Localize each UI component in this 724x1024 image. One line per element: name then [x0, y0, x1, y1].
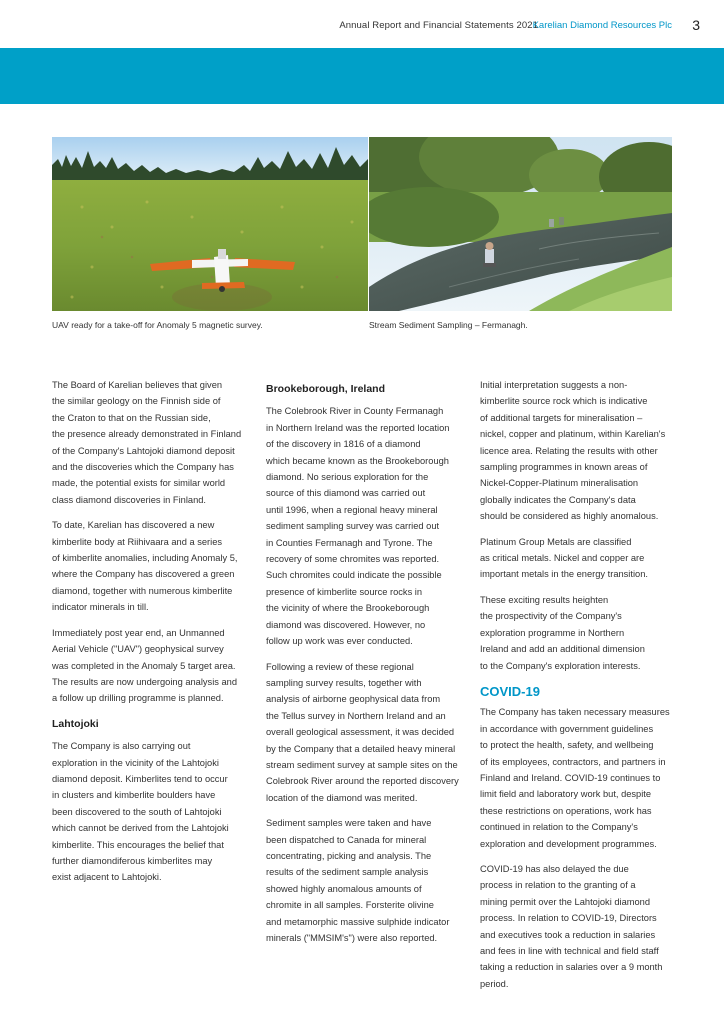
text-line: licence area. Relating the results with other [480, 445, 658, 456]
text-line: in accordance with government guidelines [480, 723, 654, 734]
text-line: Platinum Group Metals are classified [480, 536, 632, 547]
text-line: globally indicates the Company's data [480, 494, 636, 505]
paragraph [480, 861, 678, 992]
text-line: of additional targets for mineralisation – [480, 412, 643, 423]
text-line: the presence already demonstrated in Finland [52, 429, 242, 440]
text-line: sampling programmes in known areas of [480, 462, 648, 473]
page-number: 3 [692, 17, 700, 33]
text-line: exploration programme in Northern [480, 627, 625, 638]
text-line: which became known as the Brookeborough [266, 455, 449, 466]
text-line: analysis of airborne geophysical data from [266, 694, 441, 705]
text-line: diamond was discovered. However, no [266, 619, 426, 630]
text-line: which cannot be derived from the Lahtojoki [52, 823, 229, 834]
text-line: of the Company's Lahtojoki diamond deposit [52, 445, 235, 456]
text-line: period. [480, 978, 509, 989]
text-line: to the Company's exploration interests. [480, 660, 641, 671]
text-line: in Counties Fermanagh and Tyrone. The [266, 537, 433, 548]
text-line: process. In relation to COVID-19, Directors [480, 913, 657, 924]
text-line: concentrating, picking and analysis. The [266, 850, 432, 861]
text-line: minerals ("MMSIM's") were also reported. [266, 933, 438, 943]
column-1 [52, 377, 250, 895]
text-line: to protect the health, safety, and wellbeing [480, 740, 654, 751]
text-line: Sediment samples were taken and have [266, 818, 432, 829]
text-line: the vicinity of where the Brookeborough [266, 603, 430, 614]
paragraph [480, 534, 678, 583]
text-line: was completed in the Anomaly 5 target area. [52, 660, 236, 671]
paragraph [480, 377, 678, 525]
text-line: kimberlite source rock which is indicative [480, 396, 648, 407]
text-line: and metamorphic massive sulphide indicator [266, 916, 450, 927]
text-line: indicator minerals in till. [52, 602, 149, 613]
text-line: of kimberlite anomalies, including Anomaly 5, [52, 553, 238, 564]
paragraph [266, 815, 464, 946]
text-line: exploration in the vicinity of the Lahtojoki [52, 757, 219, 768]
text-line: a follow up drilling programme is planned. [52, 693, 224, 704]
text-line: the Tellus survey in Northern Ireland and an [266, 710, 446, 721]
text-line: These exciting results heighten [480, 594, 609, 605]
text-line: sediment sampling survey was carried out [266, 521, 440, 532]
text-line: chromite in all samples. Forsterite olivine [266, 900, 434, 911]
text-line: Immediately post year end, an Unmanned [52, 627, 225, 638]
text-line: kimberlite body at Riihivaara and a series [52, 536, 223, 547]
text-line: source of this diamond was carried out [266, 488, 426, 499]
text-line: of its employees, contractors, and partners in [480, 756, 666, 767]
brookeborough-heading: Brookeborough, Ireland [266, 383, 386, 395]
text-line: nickel, copper and platinum, within Karelian's [480, 429, 666, 440]
uav-field-photo [52, 137, 368, 311]
text-line: follow up work was ever conducted. [266, 636, 413, 647]
left-photo-caption: UAV ready for a take-off for Anomaly 5 magnetic survey. [52, 320, 263, 330]
text-line: diamond, together with numerous kimberlite [52, 585, 233, 596]
text-line: continued in relation to the Company's [480, 822, 638, 833]
text-line: Following a review of these regional [266, 661, 414, 672]
paragraph [266, 403, 464, 649]
header-band [0, 48, 724, 104]
text-line: diamond. No serious exploration for the [266, 472, 429, 483]
paragraph [52, 738, 250, 886]
text-line: To date, Karelian has discovered a new [52, 520, 215, 531]
text-line: taking a reduction in salaries over a 9 month [480, 962, 663, 973]
text-line: stream sediment survey at sample sites on the [266, 759, 458, 770]
text-line: been discovered to the south of Lahtojoki [52, 806, 222, 817]
text-line: showed highly anomalous amounts of [266, 883, 422, 894]
column-2 [266, 377, 464, 955]
paragraph [480, 592, 678, 674]
text-line: mining permit over the Lahtojoki diamond [480, 896, 651, 907]
text-line: the similar geology on the Finnish side of [52, 396, 221, 407]
column-3 [480, 377, 678, 1001]
text-line: The Company is also carrying out [52, 741, 191, 752]
text-line: process in relation to the granting of a [480, 880, 636, 891]
paragraph [52, 517, 250, 615]
text-line: The results are now undergoing analysis and [52, 676, 238, 687]
right-photo-caption: Stream Sediment Sampling – Fermanagh. [369, 320, 528, 330]
text-line: the Craton to that on the Russian side, [52, 412, 211, 423]
text-line: Such chromites could indicate the possible [266, 570, 442, 581]
text-line: The Colebrook River in County Fermanagh [266, 406, 444, 417]
text-line: sampling survey results, together with [266, 677, 422, 688]
text-line: and fees in line with technical and field staff [480, 946, 659, 956]
report-title: Annual Report and Financial Statements 2021 [339, 20, 538, 31]
text-line: location of the diamond was merited. [266, 792, 418, 803]
text-line: Aerial Vehicle ("UAV") geophysical survey [52, 644, 224, 655]
text-line: The Company has taken necessary measures [480, 707, 670, 718]
text-line: where the Company has discovered a green [52, 569, 235, 580]
text-line: until 1996, when a regional heavy mineral [266, 504, 438, 515]
text-line: of the discovery in 1816 of a diamond [266, 439, 421, 450]
text-line: The Board of Karelian believes that given [52, 380, 223, 390]
text-line: exploration and development programmes. [480, 838, 657, 849]
text-line: the prospectivity of the Company's [480, 611, 622, 622]
text-line: exist adjacent to Lahtojoki. [52, 872, 162, 883]
paragraph [52, 625, 250, 707]
text-line: diamond deposit. Kimberlites tend to occur [52, 773, 228, 784]
text-line: made, the potential exists for similar world [52, 478, 226, 489]
text-line: in Northern Ireland was the reported location [266, 422, 450, 433]
paragraph [480, 704, 678, 852]
text-line: recovery of some chromites was reported. [266, 554, 440, 565]
paragraph [52, 377, 250, 508]
covid-heading: COVID-19 [480, 683, 540, 699]
page-header [0, 14, 724, 44]
text-line: these restrictions on operations, work has [480, 805, 652, 816]
text-line: Finland and Ireland. COVID-19 continues to [480, 772, 661, 783]
lahtojoki-heading: Lahtojoki [52, 717, 99, 730]
text-line: overall geological assessment, it was decided [266, 727, 455, 738]
text-line: Initial interpretation suggests a non- [480, 380, 628, 390]
text-line: should be considered as highly anomalous. [480, 511, 659, 522]
text-line: results of the sediment sample analysis [266, 867, 429, 878]
text-line: as critical metals. Nickel and copper are [480, 553, 645, 564]
paragraph [266, 659, 464, 807]
text-line: and the discoveries which the Company has [52, 462, 234, 473]
stream-sampling-photo [369, 137, 672, 311]
text-line: Colebrook River around the reported discovery [266, 776, 459, 787]
text-line: Nickel-Copper-Platinum mineralisation [480, 478, 639, 489]
text-line: further diamondiferous kimberlites may [52, 855, 213, 866]
text-line: been dispatched to Canada for mineral [266, 834, 427, 845]
text-line: class diamond discoveries in Finland. [52, 494, 206, 505]
text-line: and executives took a reduction in salaries [480, 929, 656, 940]
company-name: Karelian Diamond Resources Plc [532, 20, 672, 31]
text-line: limit field and laboratory work but, despite [480, 789, 652, 800]
text-line: in clusters and kimberlite boulders have [52, 790, 216, 801]
text-line: presence of kimberlite source rocks in [266, 586, 423, 597]
text-line: kimberlite. This encourages the belief that [52, 839, 224, 850]
text-line: Ireland and add an additional dimension [480, 644, 645, 655]
text-line: important metals in the energy transition. [480, 569, 648, 580]
text-line: by the Company that a detailed heavy mineral [266, 743, 456, 754]
text-line: COVID-19 has also delayed the due [480, 863, 629, 874]
